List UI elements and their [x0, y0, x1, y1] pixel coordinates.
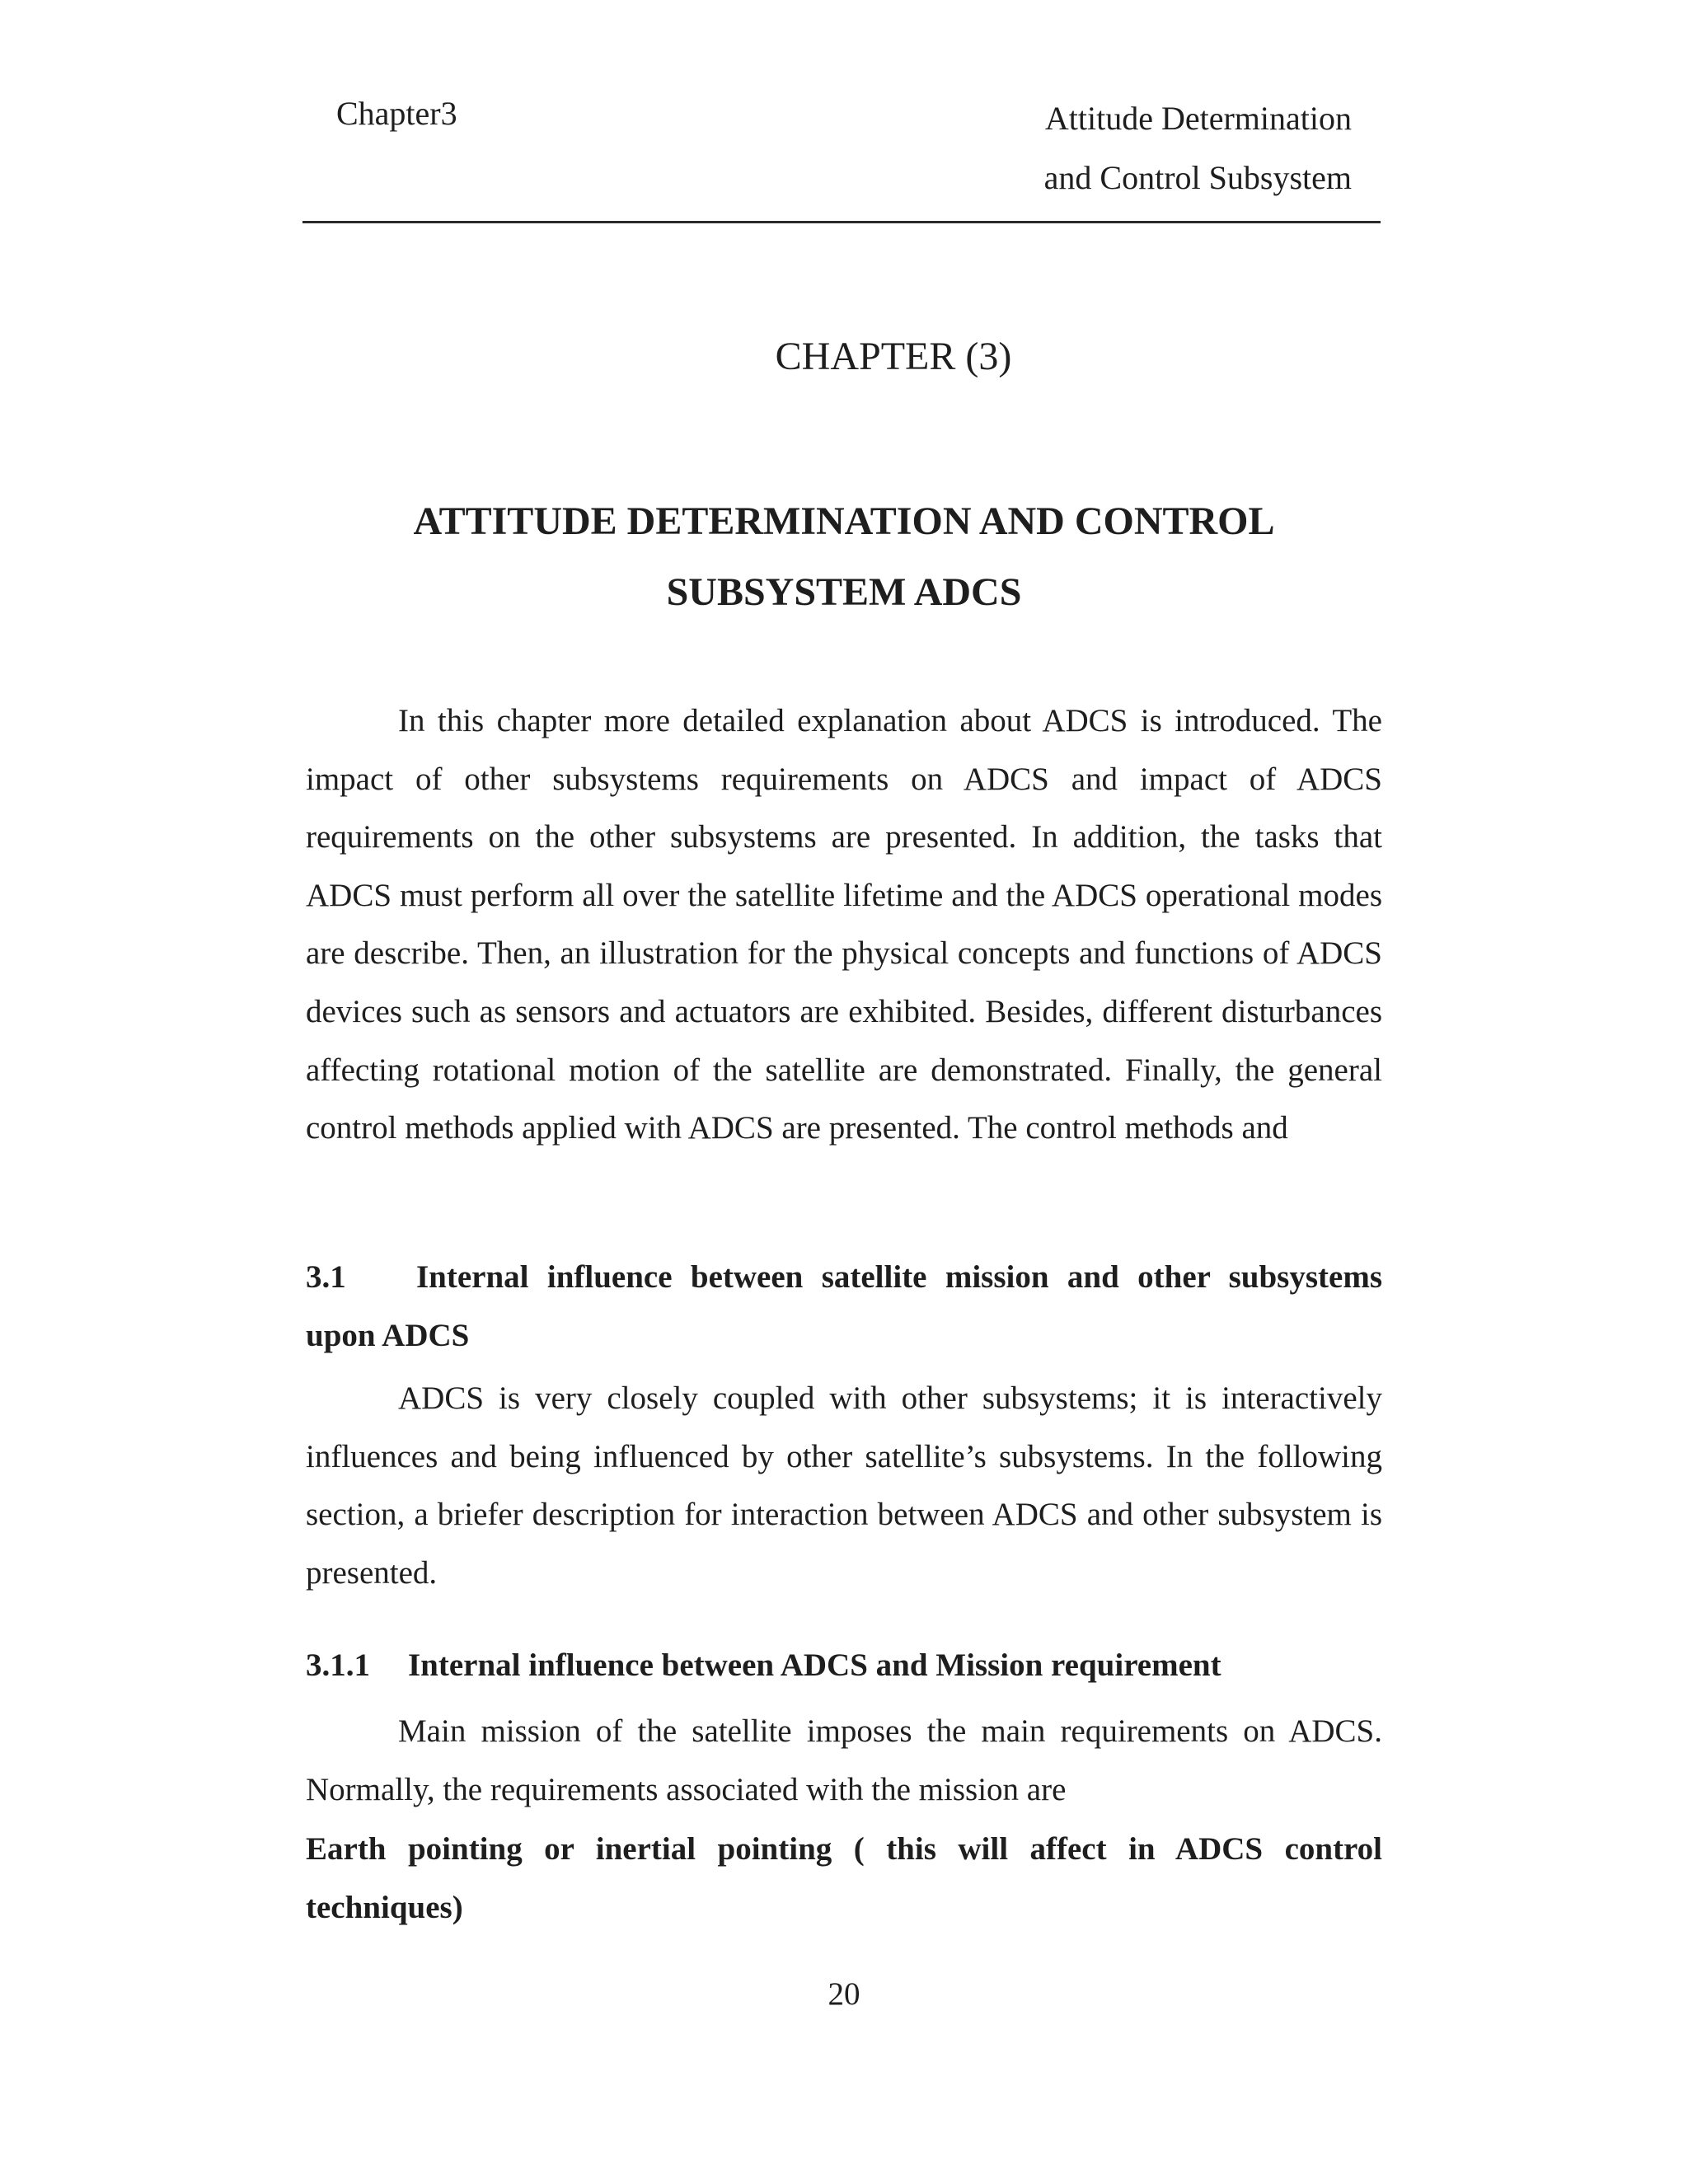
- section-3-1-paragraph: [306, 1370, 1382, 1602]
- header-divider: [302, 221, 1381, 223]
- section-3-1-paragraph-text: ADCS is very closely coupled with other subsystems; it is interactively influences and being influenced by other satellite’s subsystems. In the following section, a briefer description for interaction between ADCS and other subsystem is presented.: [306, 1380, 1382, 1591]
- section-3-1-1-paragraph: [306, 1703, 1382, 1819]
- running-header-title-line1: Attitude Determination: [1044, 100, 1352, 137]
- running-header-title-line2: and Control Subsystem: [1043, 159, 1352, 196]
- subsection-number: 3.1.1: [306, 1647, 370, 1683]
- running-header-chapter: Chapter3: [336, 95, 457, 132]
- chapter-title-line2: SUBSYSTEM ADCS: [666, 570, 1022, 614]
- bold-requirement-text: Earth pointing or inertial pointing ( this will affect in ADCS control techniques): [306, 1831, 1382, 1925]
- section-heading-3-1-1: [306, 1636, 1382, 1694]
- running-header-title: [1044, 89, 1352, 208]
- subsection-title: Internal influence between ADCS and Mission requirement: [408, 1647, 1221, 1683]
- chapter-label: CHAPTER (3): [775, 335, 1012, 378]
- intro-paragraph-text: In this chapter more detailed explanation about ADCS is introduced. The impact of other subsystems requirements on ADCS and impact of ADCS requirements on the other subsystems are presented. In addition, the tasks that ADCS must perform all over the satellite lifetime and the ADCS operational modes are describe. Then, an illustration for the physical concepts and functions of ADCS devices such as sensors and actuators are exhibited. Besides, different disturbances affecting rotational motion of the satellite are demonstrated. Finally, the general control methods applied with ADCS are presented. The control methods and: [306, 703, 1382, 1146]
- intro-paragraph: [306, 692, 1382, 1158]
- section-heading-3-1: [306, 1248, 1382, 1365]
- chapter-title: [306, 486, 1382, 628]
- page-number: 20: [828, 1976, 860, 2012]
- section-3-1-1-paragraph-text: Main mission of the satellite imposes the main requirements on ADCS. Normally, the requirements associated with the mission are: [306, 1713, 1382, 1807]
- section-number: 3.1: [306, 1259, 346, 1295]
- section-title: Internal influence between satellite mission and other subsystems upon ADCS: [306, 1259, 1382, 1353]
- chapter-title-line1: ATTITUDE DETERMINATION AND CONTROL: [413, 499, 1275, 543]
